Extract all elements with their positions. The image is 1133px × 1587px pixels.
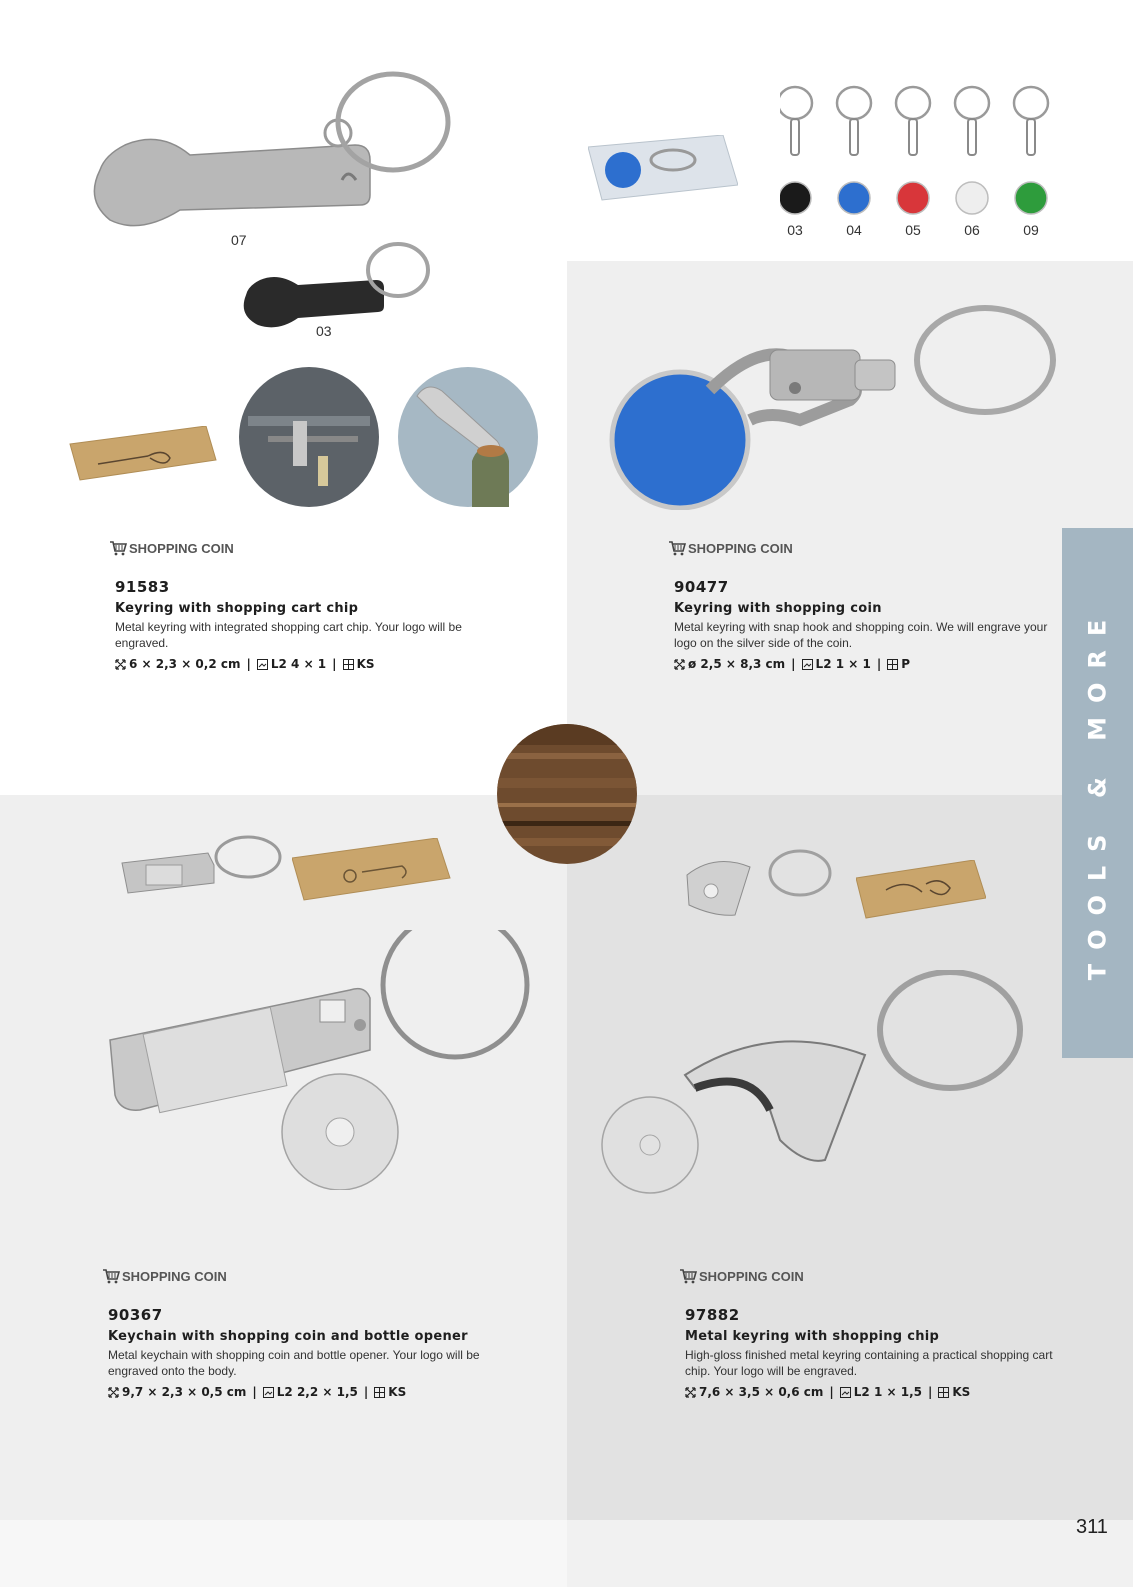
separator: | bbox=[927, 1385, 933, 1399]
color-label: 07 bbox=[231, 232, 247, 248]
dimensions-icon bbox=[674, 659, 685, 670]
dimensions-value: 9,7 × 2,3 × 0,5 cm bbox=[122, 1385, 247, 1399]
separator: | bbox=[791, 657, 796, 671]
print-area-icon bbox=[257, 659, 268, 670]
separator: | bbox=[829, 1385, 834, 1399]
packaging-value: KS bbox=[356, 657, 375, 671]
dimensions-icon bbox=[685, 1387, 696, 1398]
packaging-icon bbox=[374, 1387, 385, 1398]
dimensions-value: 7,6 × 3,5 × 0,6 cm bbox=[699, 1385, 824, 1399]
swatch-list bbox=[780, 83, 1070, 248]
print-value: L2 1 × 1,5 bbox=[853, 1385, 922, 1399]
bottle-opener-photo bbox=[397, 366, 539, 508]
print-area-icon bbox=[263, 1387, 274, 1398]
color-swatch-keyring bbox=[1014, 87, 1048, 214]
packaged-coin-keyring-image bbox=[588, 135, 738, 205]
product-code: 97882 bbox=[685, 1306, 740, 1324]
category-label: SHOPPING COIN bbox=[109, 540, 495, 556]
color-swatch-keyring bbox=[780, 87, 812, 214]
product-specs bbox=[115, 657, 495, 671]
packaging-icon bbox=[887, 659, 898, 670]
dimensions-icon bbox=[108, 1387, 119, 1398]
color-label: 09 bbox=[1023, 222, 1039, 238]
separator: | bbox=[252, 1385, 257, 1399]
product-specs bbox=[685, 1385, 1065, 1399]
product-card-97882 bbox=[685, 1268, 1065, 1399]
category-label: SHOPPING COIN bbox=[102, 1268, 488, 1284]
color-label: 06 bbox=[964, 222, 980, 238]
packaging-value: KS bbox=[952, 1385, 971, 1399]
packaging-value: KS bbox=[388, 1385, 407, 1399]
product-description: Metal keyring with snap hook and shopping coin. We will engrave your logo on the silver side of the coin. bbox=[674, 620, 1048, 650]
product-title: Keyring with shopping cart chip bbox=[115, 601, 359, 616]
shopping-cart-icon bbox=[668, 540, 686, 556]
kraft-sleeve-image bbox=[292, 838, 452, 908]
product-card-90367 bbox=[108, 1268, 488, 1399]
cart-usage-photo bbox=[238, 366, 380, 508]
product-description: Metal keyring with integrated shopping cart chip. Your logo will be engraved. bbox=[115, 620, 462, 650]
print-area-icon bbox=[840, 1387, 851, 1398]
category-label: SHOPPING COIN bbox=[668, 540, 1054, 556]
product-code: 90477 bbox=[674, 578, 729, 596]
shopping-cart-icon bbox=[102, 1268, 120, 1284]
product-code: 90367 bbox=[108, 1306, 163, 1324]
packaging-value: P bbox=[901, 657, 911, 671]
swatch-keyrings bbox=[780, 83, 1070, 243]
color-label: 03 bbox=[787, 222, 803, 238]
keyring-snap-hook-coin-image bbox=[600, 300, 1070, 510]
product-card-90477 bbox=[674, 540, 1054, 671]
product-description: Metal keychain with shopping coin and bottle opener. Your logo will be engraved onto the body. bbox=[108, 1348, 480, 1378]
shopping-cart-icon bbox=[679, 1268, 697, 1284]
dimensions-value: 6 × 2,3 × 0,2 cm bbox=[129, 657, 241, 671]
shopping-cart-icon bbox=[109, 540, 127, 556]
keyring-cart-chip-silver-image bbox=[80, 70, 460, 240]
keyring-cart-chip-black-image bbox=[238, 240, 438, 335]
keyring-chip-small-image bbox=[675, 845, 835, 925]
packaging-icon bbox=[938, 1387, 949, 1398]
keyring-shopping-chip-image bbox=[600, 970, 1040, 1215]
section-side-tab bbox=[1062, 528, 1133, 1058]
color-label: 04 bbox=[846, 222, 862, 238]
separator: | bbox=[246, 657, 251, 671]
keychain-coin-opener-image bbox=[100, 930, 550, 1190]
page-number: 311 bbox=[1076, 1516, 1108, 1538]
kraft-sleeve-image bbox=[68, 426, 218, 486]
product-code: 91583 bbox=[115, 578, 170, 596]
separator: | bbox=[876, 657, 882, 671]
color-label: 05 bbox=[905, 222, 921, 238]
product-card-91583 bbox=[115, 540, 495, 671]
footer-band-right bbox=[567, 1520, 1133, 1587]
product-title: Metal keyring with shopping chip bbox=[685, 1329, 940, 1344]
wood-texture-circle bbox=[496, 723, 638, 865]
separator: | bbox=[332, 657, 337, 671]
product-specs bbox=[108, 1385, 488, 1399]
print-value: L2 4 × 1 bbox=[270, 657, 327, 671]
color-swatch-keyring bbox=[955, 87, 989, 214]
dimensions-icon bbox=[115, 659, 126, 670]
packaging-icon bbox=[343, 659, 354, 670]
dimensions-value: ø 2,5 × 8,3 cm bbox=[688, 657, 786, 671]
product-title: Keyring with shopping coin bbox=[674, 601, 882, 616]
product-description: High-gloss finished metal keyring containing a practical shopping cart chip. Your logo will be engraved. bbox=[685, 1348, 1053, 1378]
keychain-opener-small-image bbox=[118, 835, 288, 905]
print-value: L2 1 × 1 bbox=[815, 657, 871, 671]
color-swatch-keyring bbox=[837, 87, 871, 214]
color-swatch-row bbox=[780, 83, 1070, 243]
separator: | bbox=[363, 1385, 369, 1399]
color-label: 03 bbox=[316, 323, 332, 339]
kraft-sleeve-image bbox=[856, 860, 986, 925]
product-title: Keychain with shopping coin and bottle opener bbox=[108, 1329, 468, 1344]
section-side-tab-label: TOOLS & MORE bbox=[1083, 605, 1112, 981]
category-label: SHOPPING COIN bbox=[679, 1268, 1065, 1284]
print-value: L2 2,2 × 1,5 bbox=[276, 1385, 358, 1399]
print-area-icon bbox=[802, 659, 813, 670]
color-swatch-keyring bbox=[896, 87, 930, 214]
product-specs bbox=[674, 657, 1054, 671]
